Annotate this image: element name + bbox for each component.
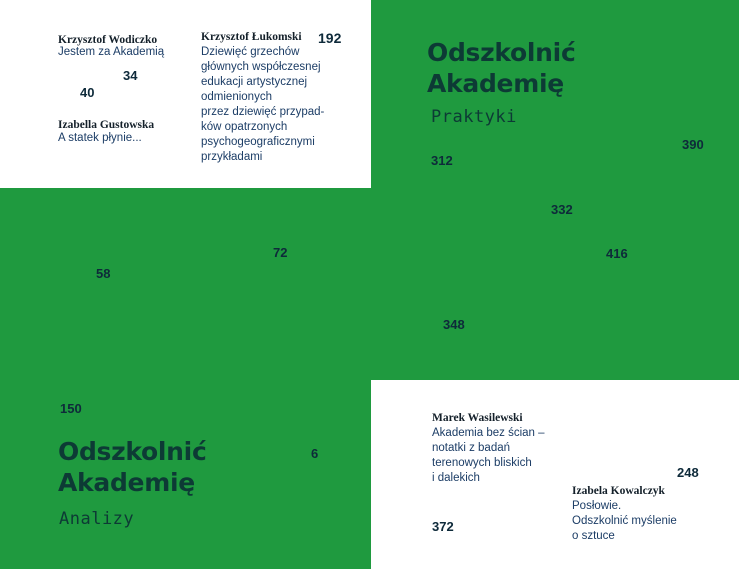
- page-number-312: 312: [431, 153, 453, 168]
- page-number-58: 58: [96, 266, 111, 281]
- bottom-left-green-panel: [0, 188, 371, 569]
- top-left-contents-panel: [0, 0, 371, 188]
- author-lukomski: Krzysztof Łukomski: [201, 31, 302, 43]
- section-title-praktyki: Odszkolnić Akademię: [427, 38, 576, 98]
- page-number-332: 332: [551, 202, 573, 217]
- page-number-248: 248: [677, 465, 699, 480]
- author-wasilewski: Marek Wasilewski: [432, 412, 523, 424]
- page-number-372: 372: [432, 519, 454, 534]
- page-number-72: 72: [273, 245, 288, 260]
- section-subtitle-analizy: Analizy: [59, 509, 135, 529]
- entry-title-gustowska: A statek płynie...: [58, 132, 142, 144]
- top-right-green-panel: [371, 0, 739, 380]
- page-number-40: 40: [80, 85, 95, 100]
- page-number-150: 150: [60, 401, 82, 416]
- page-number-390: 390: [682, 137, 704, 152]
- page-number-416: 416: [606, 246, 628, 261]
- entry-title-lukomski: Dziewięć grzechów głównych współczesnej edukacji artystycznej odmienionych przez dziewięć przypad- ków opatrzonych psychogeograficznymi przykładami: [201, 46, 325, 163]
- bottom-right-contents-panel: [371, 380, 739, 569]
- author-wodiczko: Krzysztof Wodiczko: [58, 34, 158, 46]
- entry-title-wodiczko: Jestem za Akademią: [58, 46, 165, 58]
- page-number-6: 6: [311, 446, 319, 461]
- page-number-348: 348: [443, 317, 465, 332]
- section-title-analizy: Odszkolnić Akademię: [58, 437, 207, 497]
- author-kowalczyk: Izabela Kowalczyk: [572, 485, 665, 497]
- entry-title-wasilewski: Akademia bez ścian – notatki z badań terenowych bliskich i dalekich: [432, 427, 545, 484]
- author-gustowska: Izabella Gustowska: [58, 119, 155, 131]
- entry-title-kowalczyk: Posłowie. Odszkolnić myślenie o sztuce: [572, 500, 677, 542]
- section-subtitle-praktyki: Praktyki: [431, 107, 517, 127]
- page-number-192: 192: [318, 30, 342, 46]
- page-number-34: 34: [123, 68, 138, 83]
